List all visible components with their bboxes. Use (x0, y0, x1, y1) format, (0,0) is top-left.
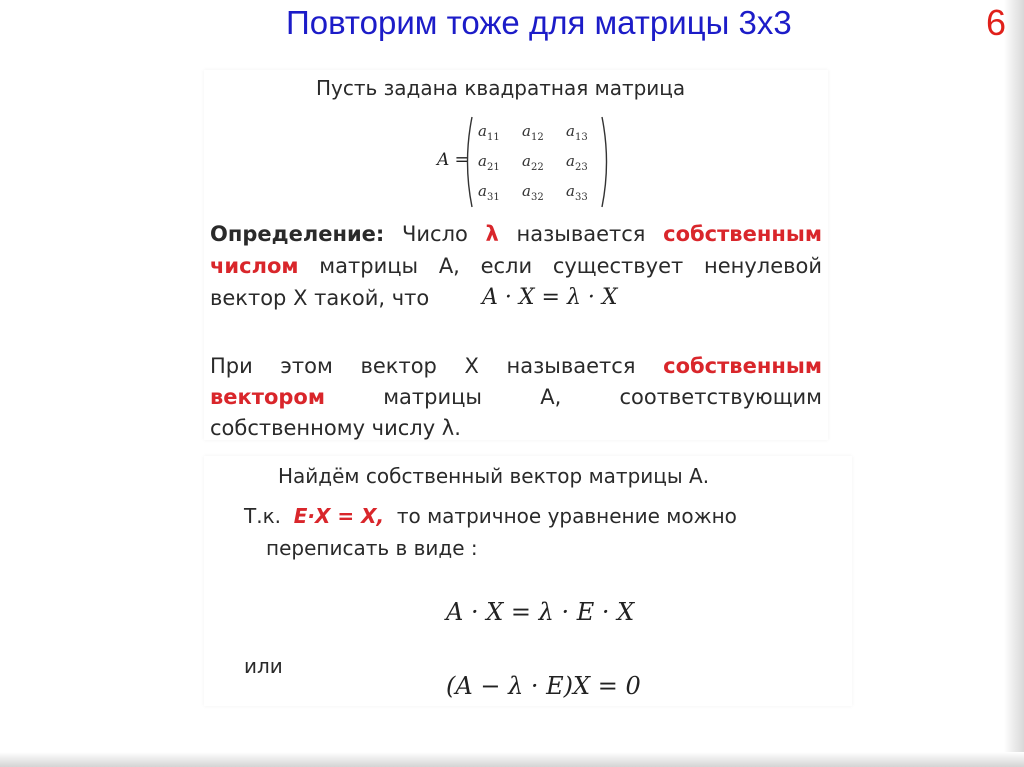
eigen-term: собственным (663, 354, 822, 378)
equation-1: A · X = λ · E · X (446, 598, 635, 626)
matrix-a (474, 118, 602, 206)
definition-line-2: числом матрицы А, если существует ненулевой (210, 254, 822, 278)
definition-line-3: вектор Х такой, что (210, 286, 430, 310)
matrix-cell: $a_{32}$ (522, 182, 544, 203)
matrix-cell: $a_{23}$ (566, 152, 588, 173)
rewrite-line: переписать в виде : (266, 536, 478, 560)
identity-equation: E·X = X, (293, 504, 385, 528)
equation-2: (A − λ · E)X = 0 (446, 672, 641, 700)
matrix-cell: $a_{31}$ (478, 182, 500, 203)
eigenvector-line-3: собственному числу λ. (210, 416, 461, 440)
eigenvector-line-1: При этом вектор Х называется собственным (210, 354, 822, 378)
eigenvector-heading: Найдём собственный вектор матрицы А. (278, 464, 710, 488)
matrix-cell: $a_{33}$ (566, 182, 588, 203)
slide-edge-shadow-bottom (0, 752, 1024, 767)
matrix-cell: $a_{13}$ (566, 122, 588, 143)
matrix-cell: $a_{22}$ (522, 152, 544, 173)
or-label: или (244, 654, 283, 678)
eigen-equation: A · X = λ · X (482, 285, 618, 310)
slide-title: Повторим тоже для матрицы 3х3 (286, 4, 792, 41)
slide-edge-shadow-right (1004, 0, 1024, 767)
eigen-term: числом (210, 254, 299, 278)
lambda-symbol: λ (485, 222, 499, 246)
eigenvector-panel (204, 456, 852, 706)
definition-label: Определение: (210, 222, 385, 246)
matrix-cell: $a_{12}$ (522, 122, 544, 143)
definition-line-1: Определение: Число λ называется собственным (210, 222, 822, 246)
matrix-cell: $a_{21}$ (478, 152, 500, 173)
slide-number: 6 (986, 2, 1007, 43)
eigen-term: собственным (663, 222, 822, 246)
tk-line: Т.к. E·X = X, то матричное уравнение можно (244, 504, 737, 528)
matrix-cell: $a_{11}$ (478, 122, 500, 143)
eigen-term: вектором (210, 385, 326, 409)
matrix-label: A = (437, 150, 469, 170)
eigenvector-line-2: вектором матрицы А, соответствующим (210, 385, 822, 409)
matrix-intro-text: Пусть задана квадратная матрица (316, 76, 686, 100)
